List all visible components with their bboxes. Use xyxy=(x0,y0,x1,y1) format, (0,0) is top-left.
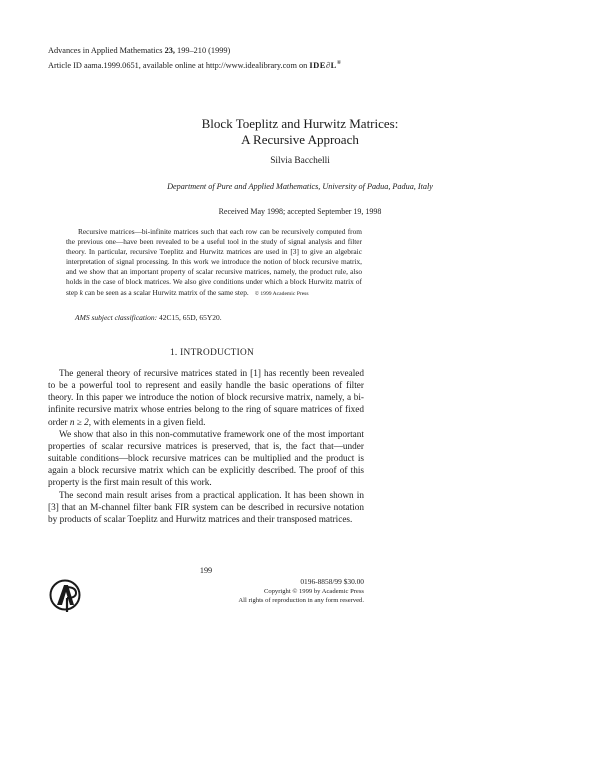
page-number: 199 xyxy=(199,566,213,575)
affiliation: Department of Pure and Applied Mathematics, University of Padua, Padua, Italy xyxy=(167,182,433,191)
footer-copyright: Copyright © 1999 by Academic Press xyxy=(263,587,364,595)
ams-codes: 42C15, 65D, 65Y20. xyxy=(158,313,222,322)
journal-header xyxy=(48,45,341,72)
abstract-text-a: Recursive matrices—bi-infinite matrices such that each row can be recursively computed from the previous one—have been revealed to be a useful tool in the study of signal analysis and filter theory. In particular, recursive Toeplitz and Hurwitz matrices are used in [3] to give an algebraic interpretation of signal processing. In this work we introduce the notion of block recursive matrix, and we show that an important property of scalar recursive matrices, namely, the product rule, also holds in the case of block matrices. We also give conditions under which a block Hurwitz matrix of step xyxy=(66,227,362,297)
journal-citation xyxy=(48,45,341,57)
abstract-text-b: can be seen as a scalar Hurwitz matrix of the same step. xyxy=(82,287,249,297)
section-heading: 1. INTRODUCTION xyxy=(169,348,255,358)
issn-price: 0196-8858/99 $30.00 xyxy=(300,577,364,586)
received-dates: Received May 1998; accepted September 19, 1998 xyxy=(218,207,382,216)
abstract-var-k: k xyxy=(79,287,83,297)
paragraph-1: The general theory of recursive matrices stated in [1] has recently been revealed to be a powerful tool to represent and easily handle the basic operations of filter theory. In this paper we introduce the notion of block recursive matrix, namely, a bi-infinite recursive matrix whose entries belong to the ring of square matrices of fixed order n ≥ 2, with elements in a given field. xyxy=(48,369,364,428)
paragraph-2: We show that also in this non-commutative framework one of the most important properties of scalar recursive matrices is preserved, that is, the fact that—under suitable conditions—block recursive matrices can be multiplied and the product is again a block recursive matrix which can be explicitly described. The proof of this property is the first main result of this work. xyxy=(48,429,364,489)
title-line-2: A Recursive Approach xyxy=(241,131,359,147)
paper-title xyxy=(0,116,600,147)
abstract xyxy=(66,227,362,299)
journal-pages: 199–210 (1999) xyxy=(177,46,231,55)
abstract-copyright: © 1999 Academic Press xyxy=(254,290,309,297)
journal-volume: 23, xyxy=(164,46,175,55)
publisher-footer xyxy=(200,577,364,606)
author-name: Silvia Bacchelli xyxy=(270,156,330,166)
article-id-line xyxy=(48,57,341,72)
footer-rights: All rights of reproduction in any form reserved. xyxy=(238,597,364,604)
ams-classification xyxy=(75,313,222,322)
ams-label: AMS subject classification: xyxy=(75,313,158,322)
math-n-geq-2: n ≥ 2 xyxy=(69,417,89,428)
body-text xyxy=(48,368,364,526)
ideal-logo: IDE∂L® xyxy=(309,59,342,70)
title-line-1: Block Toeplitz and Hurwitz Matrices: xyxy=(201,116,399,131)
paragraph-3: The second main result arises from a practical application. It has been shown in [3] that an M-channel filter bank FIR system can be described in recursive notation by products of scalar Toeplitz and Hurwitz matrices and their transposed matrices. xyxy=(48,490,364,525)
academic-press-logo-icon xyxy=(48,578,82,614)
article-id-text: Article ID aama.1999.0651, available online at http://www.idealibrary.com on xyxy=(48,60,308,70)
journal-name: Advances in Applied Mathematics xyxy=(48,46,163,55)
